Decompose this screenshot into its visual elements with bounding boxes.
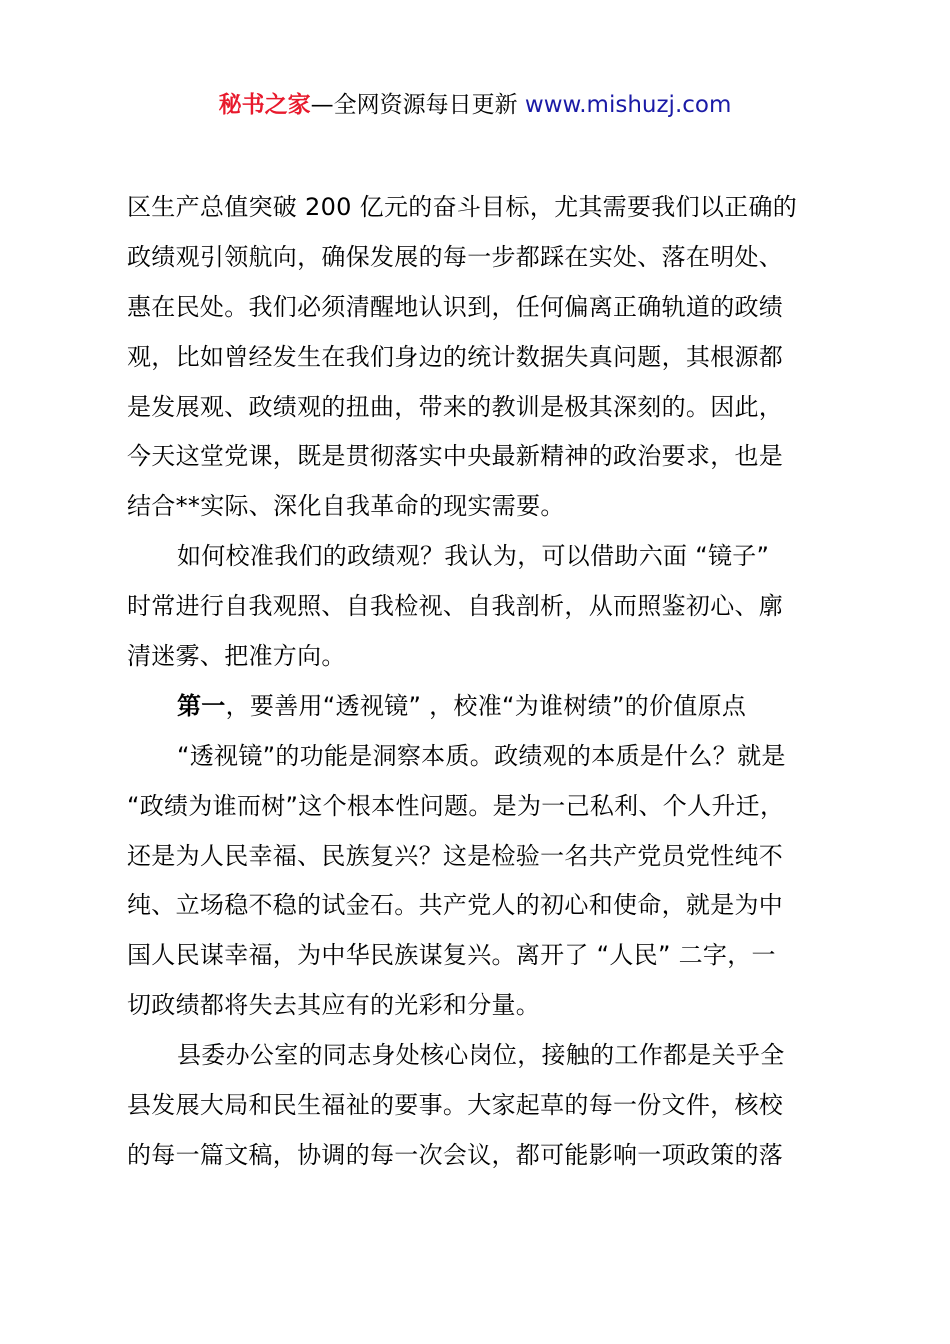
body-line: 还是为人民幸福、民族复兴？这是检验一名共产党员党性纯不 bbox=[127, 841, 784, 870]
header-url-link[interactable]: www.mishuzj.com bbox=[524, 92, 732, 118]
body-line: 是发展观、政绩观的扭曲，带来的教训是极其深刻的。因此， bbox=[127, 392, 784, 421]
body-line: 结合**实际、深化自我革命的现实需要。 bbox=[127, 492, 565, 521]
body-line: 国人民谋幸福，为中华民族谋复兴。离开了 “人民” 二字，一 bbox=[127, 941, 776, 970]
page-header bbox=[0, 88, 950, 122]
body-line: 时常进行自我观照、自我检视、自我剖析，从而照鉴初心、廓 bbox=[127, 592, 784, 621]
header-brand: 秘书之家 bbox=[218, 92, 311, 118]
document-body bbox=[127, 183, 862, 1181]
body-line: 纯、立场稳不稳的试金石。共产党人的初心和使命，就是为中 bbox=[127, 891, 784, 920]
body-line: “政绩为谁而树”这个根本性问题。是为一己私利、个人升迁， bbox=[127, 791, 785, 820]
body-line: 切政绩都将失去其应有的光彩和分量。 bbox=[127, 991, 541, 1020]
body-line: 政绩观引领航向，确保发展的每一步都踩在实处、落在明处、 bbox=[127, 242, 784, 271]
body-line: 县委办公室的同志身处核心岗位，接触的工作都是关乎全 bbox=[177, 1041, 785, 1070]
body-line: “透视镜”的功能是洞察本质。政绩观的本质是什么？就是 bbox=[177, 741, 786, 770]
section-heading bbox=[127, 682, 862, 732]
body-line: 今天这堂党课，既是贯彻落实中央最新精神的政治要求，也是 bbox=[127, 442, 784, 471]
body-line: 区生产总值突破 200 亿元的奋斗目标，尤其需要我们以正确的 bbox=[127, 193, 798, 221]
section-heading-text: ，要善用“透视镜” ，校准“为谁树绩”的价值原点 bbox=[225, 691, 747, 720]
body-line: 观，比如曾经发生在我们身边的统计数据失真问题，其根源都 bbox=[127, 342, 784, 371]
body-line: 清迷雾、把准方向。 bbox=[127, 642, 346, 671]
body-line: 的每一篇文稿，协调的每一次会议，都可能影响一项政策的落 bbox=[127, 1140, 784, 1169]
body-line: 县发展大局和民生福祉的要事。大家起草的每一份文件，核校 bbox=[127, 1091, 784, 1120]
section-heading-number: 第一 bbox=[177, 691, 226, 720]
header-tagline: —全网资源每日更新 bbox=[310, 92, 525, 118]
body-line: 惠在民处。我们必须清醒地认识到，任何偏离正确轨道的政绩 bbox=[127, 292, 784, 321]
body-line: 如何校准我们的政绩观？我认为，可以借助六面 “镜子” bbox=[177, 542, 770, 571]
